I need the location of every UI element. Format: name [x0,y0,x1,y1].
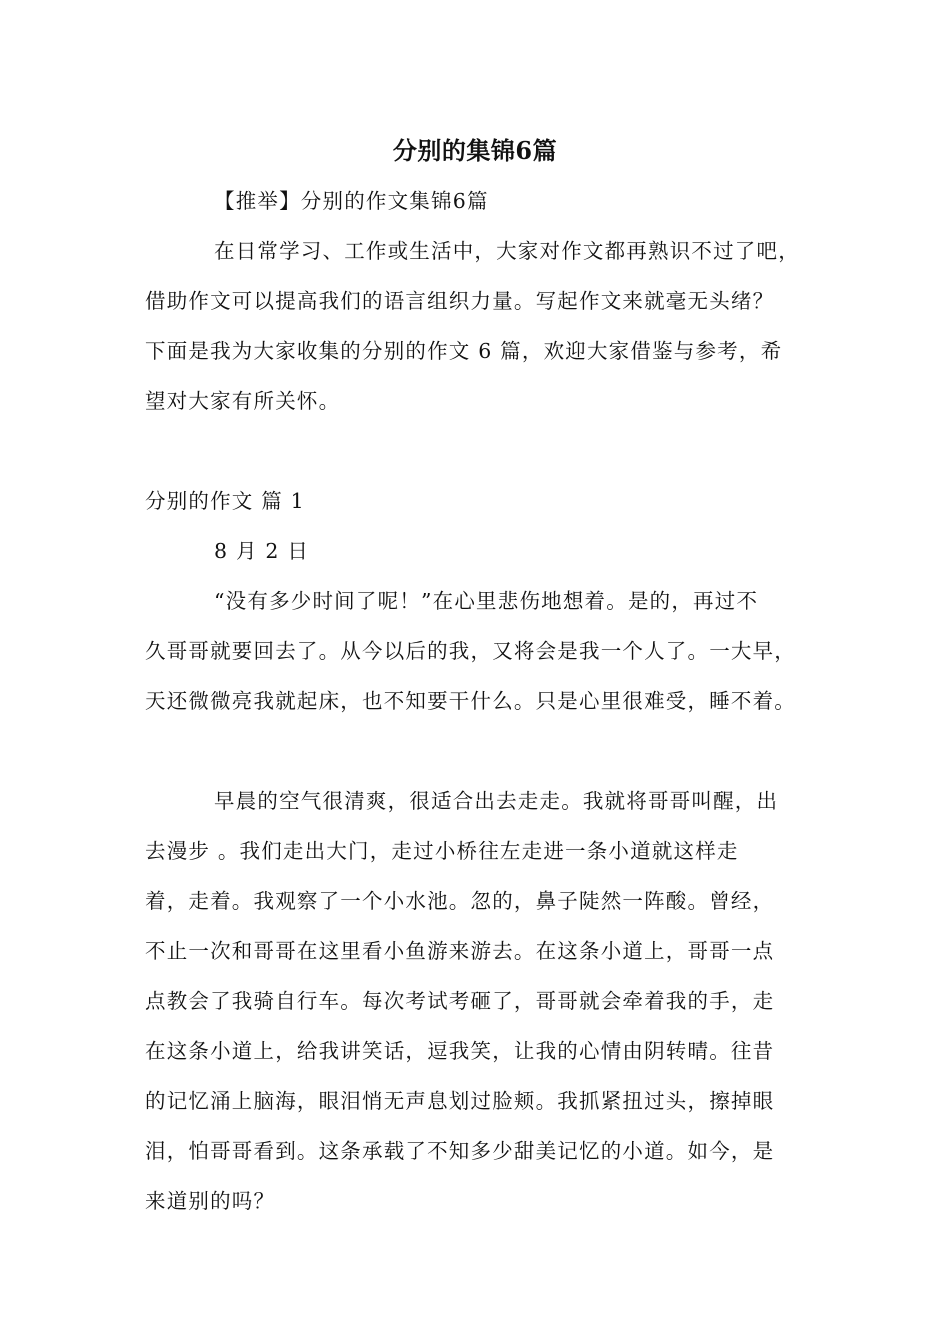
essay-paragraph-line: 早晨的空气很清爽，很适合出去走走。我就将哥哥叫醒，出 [214,789,779,813]
intro-paragraph-line: 望对大家有所关怀。 [145,389,341,413]
recommend-line: 【推举】分别的作文集锦6篇 [214,189,489,213]
section-heading: 分别的作文 篇 1 [145,489,305,513]
essay-paragraph-line: 去漫步 。我们走出大门，走过小桥往左走进一条小道就这样走 [145,839,739,863]
essay-paragraph-line: 着，走着。我观察了一个小水池。忽的，鼻子陡然一阵酸。曾经， [145,889,775,913]
essay-paragraph-line: 在这条小道上，给我讲笑话，逗我笑，让我的心情由阴转晴。往昔 [145,1039,775,1063]
essay-paragraph-line: 的记忆涌上脑海，眼泪悄无声息划过脸颊。我抓紧扭过头，擦掉眼 [145,1089,775,1113]
document-title: 分别的集锦6篇 [392,136,558,165]
essay-paragraph-line: 泪，怕哥哥看到。这条承载了不知多少甜美记忆的小道。如今，是 [145,1139,775,1163]
essay-paragraph-line: 来道别的吗？ [145,1189,276,1213]
essay-paragraph-line: 不止一次和哥哥在这里看小鱼游来游去。在这条小道上，哥哥一点 [145,939,775,963]
essay-paragraph-line: 天还微微亮我就起床，也不知要干什么。只是心里很难受，睡不着。 [145,689,796,713]
essay-paragraph-line: 久哥哥就要回去了。从今以后的我，又将会是我一个人了。一大早， [145,639,796,663]
intro-paragraph-line: 下面是我为大家收集的分别的作文 6 篇，欢迎大家借鉴与参考，希 [145,339,783,363]
intro-paragraph-line: 借助作文可以提高我们的语言组织力量。写起作文来就毫无头绪？ [145,289,775,313]
intro-paragraph-line: 在日常学习、工作或生活中，大家对作文都再熟识不过了吧， [214,239,800,263]
essay-paragraph-line: “没有多少时间了呢！”在心里悲伤地想着。是的，再过不 [214,589,759,613]
date-line: 8 月 2 日 [214,539,310,563]
essay-paragraph-line: 点教会了我骑自行车。每次考试考砸了，哥哥就会牵着我的手，走 [145,989,775,1013]
